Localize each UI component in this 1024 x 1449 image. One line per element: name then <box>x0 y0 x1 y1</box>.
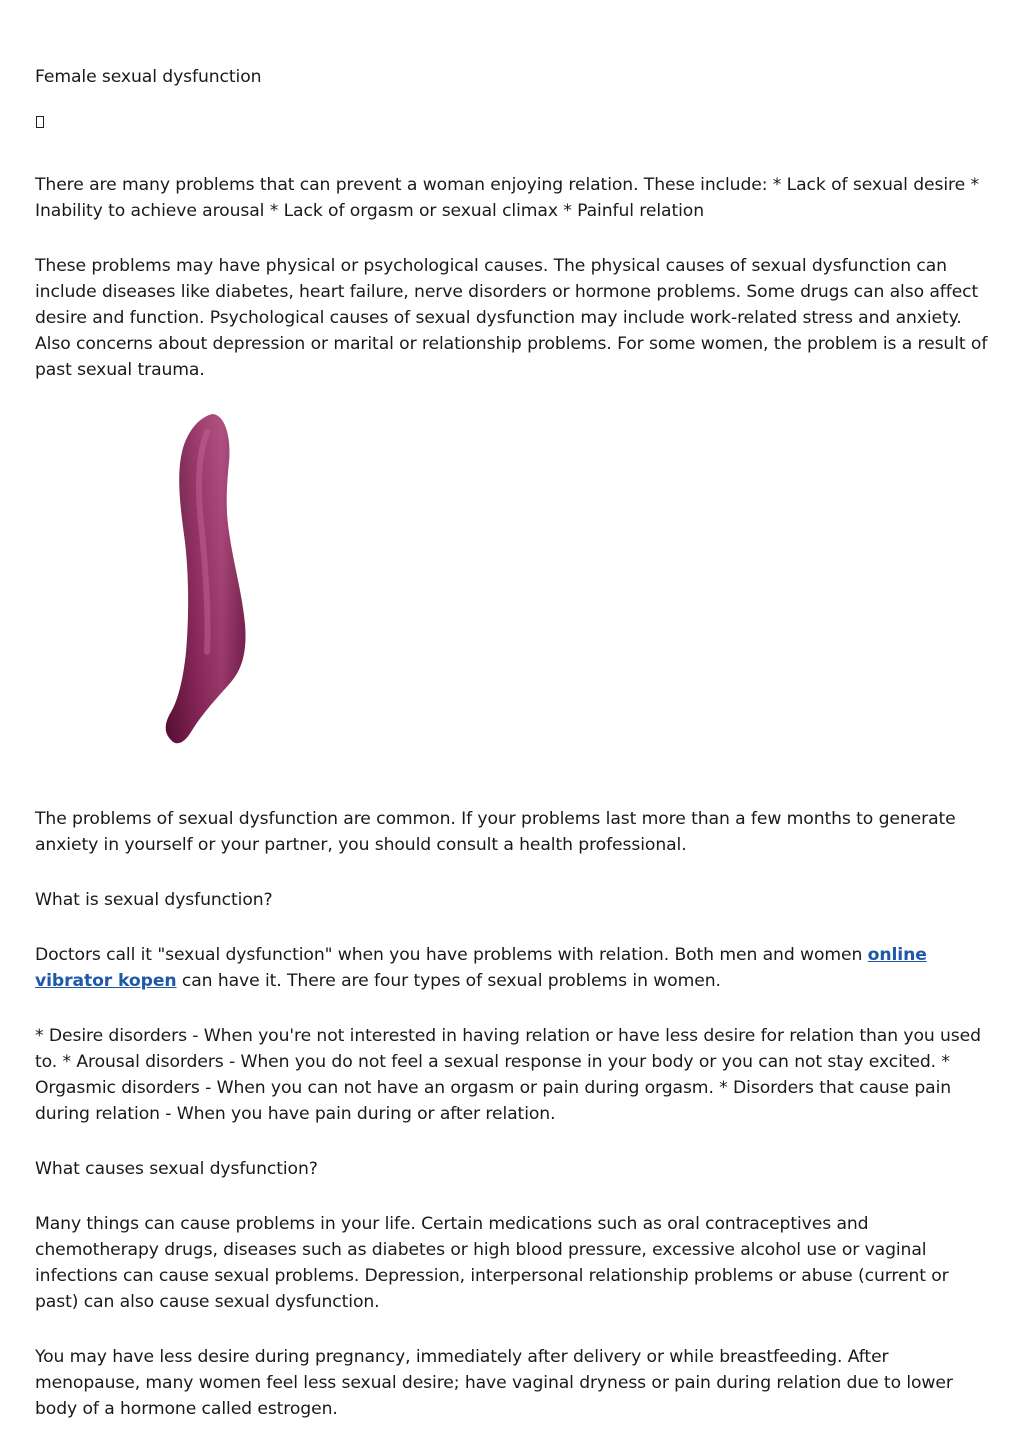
missing-glyph-icon <box>35 116 995 172</box>
paragraph-pregnancy: You may have less desire during pregnancy, immediately after delivery or while breastfeeding. After menopause, many women feel less sexual desire; have vaginal dryness or pain during relation due to lower body of a hormone called estrogen. <box>35 1347 953 1419</box>
heading-what-is: What is sexual dysfunction? <box>35 890 273 910</box>
paragraph-types: * Desire disorders - When you're not interested in having relation or have less desire for relation than you used to. * Arousal disorders - When you do not feel a sexual response in your body or you can not stay excited. * Orgasmic disorders - When you can not have an orgasm or pain during orgasm. * Disorders that cause pain during relation - When you have pain during or after relation. <box>35 1026 981 1124</box>
purple-product-icon <box>95 412 355 776</box>
product-image <box>95 412 355 776</box>
paragraph-causes-overview: These problems may have physical or psychological causes. The physical causes of sexual dysfunction can include diseases like diabetes, heart failure, nerve disorders or hormone problems. Some drugs can also affect desire and function. Psychological causes of sexual dysfunction may include work-related stress and anxiety. Also concerns about depression or marital or relationship problems. For some women, the problem is a result of past sexual trauma. <box>35 256 988 380</box>
paragraph-many-things: Many things can cause problems in your life. Certain medications such as oral contraceptives and chemotherapy drugs, diseases such as diabetes or high blood pressure, excessive alcohol use or vaginal infections can cause sexual problems. Depression, interpersonal relationship problems or abuse (current or past) can also cause sexual dysfunction. <box>35 1214 949 1312</box>
doctors-text-before: Doctors call it "sexual dysfunction" when you have problems with relation. Both men and women <box>35 945 868 965</box>
paragraph-intro: There are many problems that can prevent a woman enjoying relation. These include: * Lack of sexual desire * Inability to achieve arousal * Lack of orgasm or sexual climax * Painful relation <box>35 175 979 221</box>
heading-causes: What causes sexual dysfunction? <box>35 1159 318 1179</box>
document-page <box>35 64 995 1422</box>
paragraph-doctors <box>35 942 995 994</box>
document-title: Female sexual dysfunction <box>35 67 262 87</box>
doctors-text-after: can have it. There are four types of sexual problems in women. <box>176 971 721 991</box>
paragraph-common: The problems of sexual dysfunction are common. If your problems last more than a few months to generate anxiety in yourself or your partner, you should consult a health professional. <box>35 809 956 855</box>
online-vibrator-link[interactable]: online vibrator kopen <box>35 945 927 991</box>
